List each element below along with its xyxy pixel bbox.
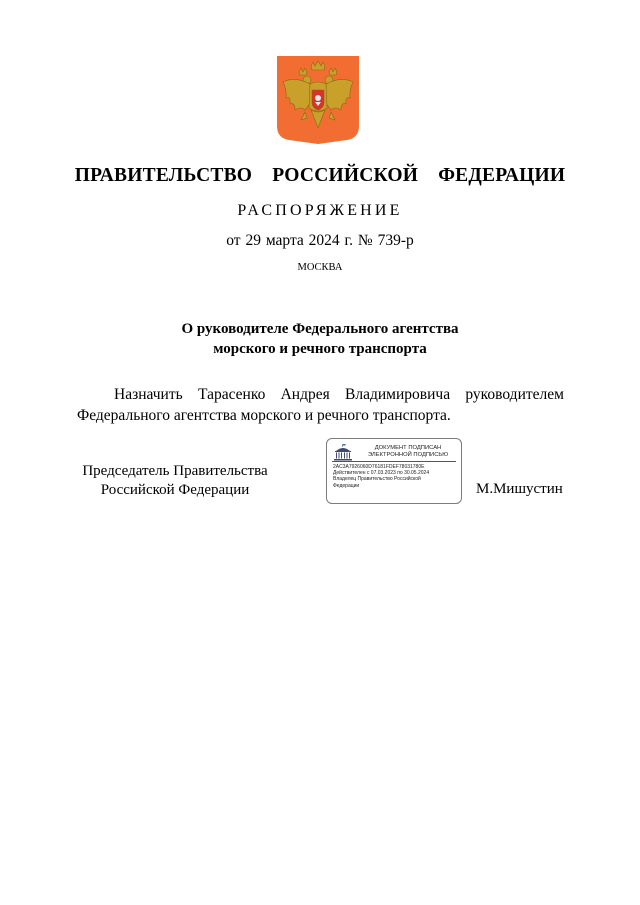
- body-word: руководителем: [465, 386, 564, 403]
- body-line-2: Федерального агентства морского и речного транспорта.: [77, 407, 451, 424]
- signer-role-line-1: Председатель Правительства: [82, 463, 268, 479]
- stamp-certificate: 2AC3A7926060D76181FDEF78031780E: [333, 464, 425, 470]
- document-city: МОСКВА: [297, 262, 343, 273]
- stamp-owner-line-2: Федерации: [333, 482, 360, 489]
- electronic-signature-stamp: [326, 438, 462, 504]
- stamp-divider: [332, 461, 456, 462]
- stamp-title: [357, 445, 459, 459]
- stamp-title-line-1: ДОКУМЕНТ ПОДПИСАН: [374, 445, 442, 451]
- body-word: Тарасенко: [197, 386, 266, 403]
- signer-role-line-2: Российской Федерации: [100, 482, 250, 498]
- stamp-validity: Действителен с 07.03.2023 по 30.05.2024: [333, 470, 430, 477]
- body-line-1: [77, 384, 564, 405]
- stamp-title-line-2: ЭЛЕКТРОННОЙ ПОДПИСЬЮ: [367, 452, 449, 458]
- document-subject: [0, 319, 640, 359]
- document-type: РАСПОРЯЖЕНИЕ: [237, 202, 403, 219]
- document-body: [77, 384, 564, 426]
- stamp-details: [333, 464, 459, 489]
- government-building-icon: [333, 444, 353, 461]
- government-title: ПРАВИТЕЛЬСТВО РОССИЙСКОЙ ФЕДЕРАЦИИ: [74, 165, 566, 186]
- subject-line-2: морского и речного транспорта: [213, 341, 427, 357]
- coat-of-arms-emblem: [277, 56, 359, 144]
- signer-role: [75, 462, 275, 500]
- body-word: Андрея: [280, 386, 330, 403]
- body-word: Владимировича: [345, 386, 451, 403]
- document-date-number: от 29 марта 2024 г. № 739-р: [226, 232, 414, 249]
- subject-line-1: О руководителе Федерального агентства: [181, 321, 459, 337]
- russian-coat-of-arms-icon: [277, 56, 359, 144]
- stamp-owner-line-1: Владелец Правительство Российской: [333, 476, 421, 483]
- signer-name: М.Мишустин: [476, 481, 563, 497]
- body-word: Назначить: [114, 386, 183, 403]
